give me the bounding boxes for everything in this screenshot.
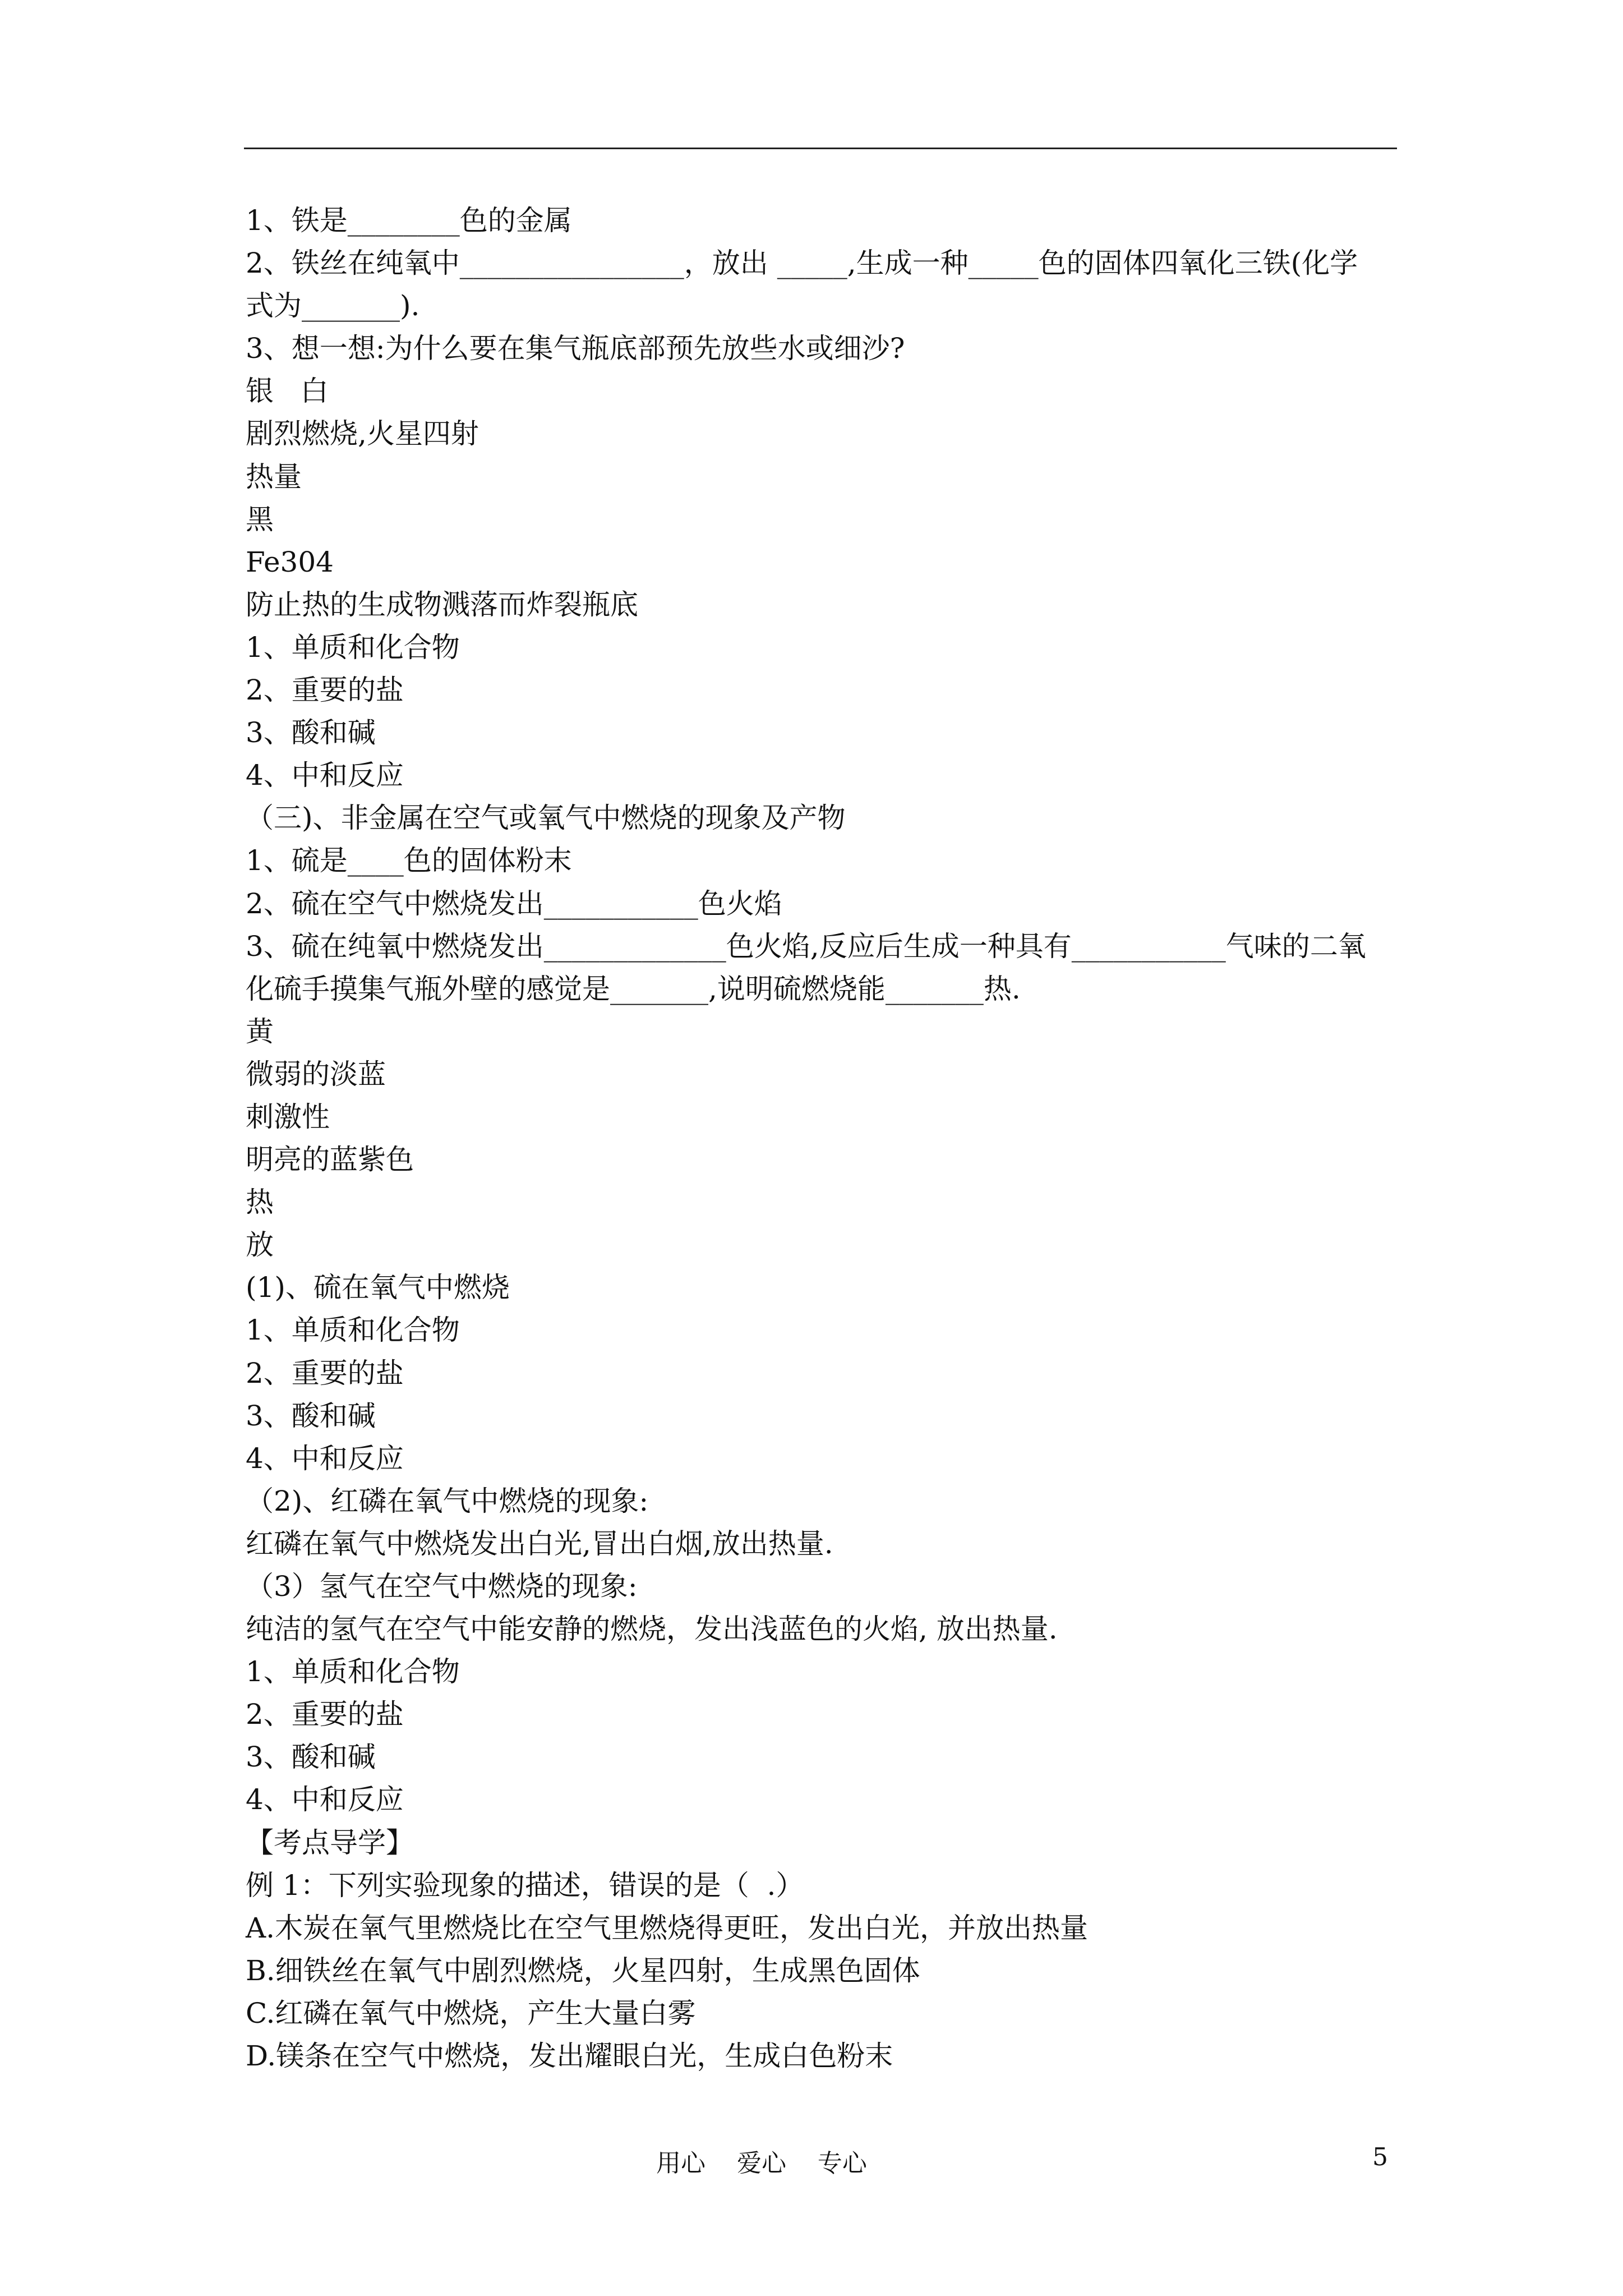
text-line: 防止热的生成物溅落而炸裂瓶底: [246, 588, 638, 621]
text-line: 刺激性: [246, 1100, 330, 1133]
page-number: 5: [1372, 2143, 1388, 2171]
text-line: 放: [246, 1228, 274, 1262]
text-line: 3、酸和碱: [246, 1399, 376, 1432]
text-line: 2、铁丝在纯氧中________________，放出 _____,生成一种_____色的固体四氧化三铁(化学: [246, 247, 1358, 280]
question-stem: 例 1：下列实验现象的描述，错误的是（ .）: [246, 1869, 804, 1902]
header-rule: [244, 148, 1397, 149]
footer-motto: 用心 爱心 专心: [656, 2149, 867, 2178]
section-heading: （三)、非金属在空气或氧气中燃烧的现象及产物: [246, 802, 846, 835]
text-line: 4、中和反应: [246, 1442, 404, 1475]
text-line: 1、铁是________色的金属: [246, 204, 572, 237]
text-line: 3、硫在纯氧中燃烧发出_____________色火焰,反应后生成一种具有___________气味的二氧: [246, 930, 1366, 963]
text-line: 2、硫在空气中燃烧发出___________色火焰: [246, 887, 782, 920]
section-heading: （3）氢气在空气中燃烧的现象:: [246, 1570, 638, 1603]
answer-option-b: B.细铁丝在氧气中剧烈燃烧，火星四射，生成黑色固体: [246, 1954, 920, 1987]
text-line: 4、中和反应: [246, 759, 404, 792]
section-heading: (1)、硫在氧气中燃烧: [246, 1271, 510, 1304]
text-line: 剧烈燃烧,火星四射: [246, 417, 479, 450]
text-line: Fe304: [246, 545, 334, 578]
text-line: 2、重要的盐: [246, 1356, 404, 1389]
section-heading: 【考点导学】: [246, 1826, 414, 1859]
text-line: 化硫手摸集气瓶外壁的感觉是_______,说明硫燃烧能_______热.: [246, 972, 1021, 1005]
document-body: [246, 199, 1401, 2077]
text-line: 1、单质和化合物: [246, 631, 460, 664]
text-line: 2、重要的盐: [246, 674, 404, 707]
text-line: 3、酸和碱: [246, 716, 376, 749]
text-line: 式为_______).: [246, 289, 420, 323]
answer-option-c: C.红磷在氧气中燃烧，产生大量白雾: [246, 1996, 696, 2030]
text-line: 黑: [246, 503, 274, 536]
text-line: 纯洁的氢气在空气中能安静的燃烧，发出浅蓝色的火焰, 放出热量.: [246, 1613, 1058, 1646]
text-line: 1、单质和化合物: [246, 1655, 460, 1688]
answer-option-a: A.木炭在氧气里燃烧比在空气里燃烧得更旺，发出白光，并放出热量: [246, 1911, 1089, 1944]
text-line: 2、重要的盐: [246, 1698, 404, 1731]
text-line: 黄: [246, 1015, 274, 1048]
text-line: 明亮的蓝紫色: [246, 1143, 414, 1176]
text-line: 1、硫是____色的固体粉末: [246, 844, 572, 877]
text-line: 4、中和反应: [246, 1783, 404, 1816]
text-line: 红磷在氧气中燃烧发出白光,冒出白烟,放出热量.: [246, 1527, 833, 1560]
text-line: 3、酸和碱: [246, 1741, 376, 1774]
text-line: 3、想一想:为什么要在集气瓶底部预先放些水或细沙?: [246, 332, 905, 365]
section-heading: （2)、红磷在氧气中燃烧的现象:: [246, 1484, 649, 1517]
text-line: 微弱的淡蓝: [246, 1057, 386, 1091]
text-line: 1、单质和化合物: [246, 1314, 460, 1347]
text-line: 热: [246, 1186, 274, 1219]
text-line: 热量: [246, 460, 302, 493]
answer-option-d: D.镁条在空气中燃烧，发出耀眼白光，生成白色粉末: [246, 2040, 893, 2073]
text-line: 银 白: [246, 375, 329, 408]
